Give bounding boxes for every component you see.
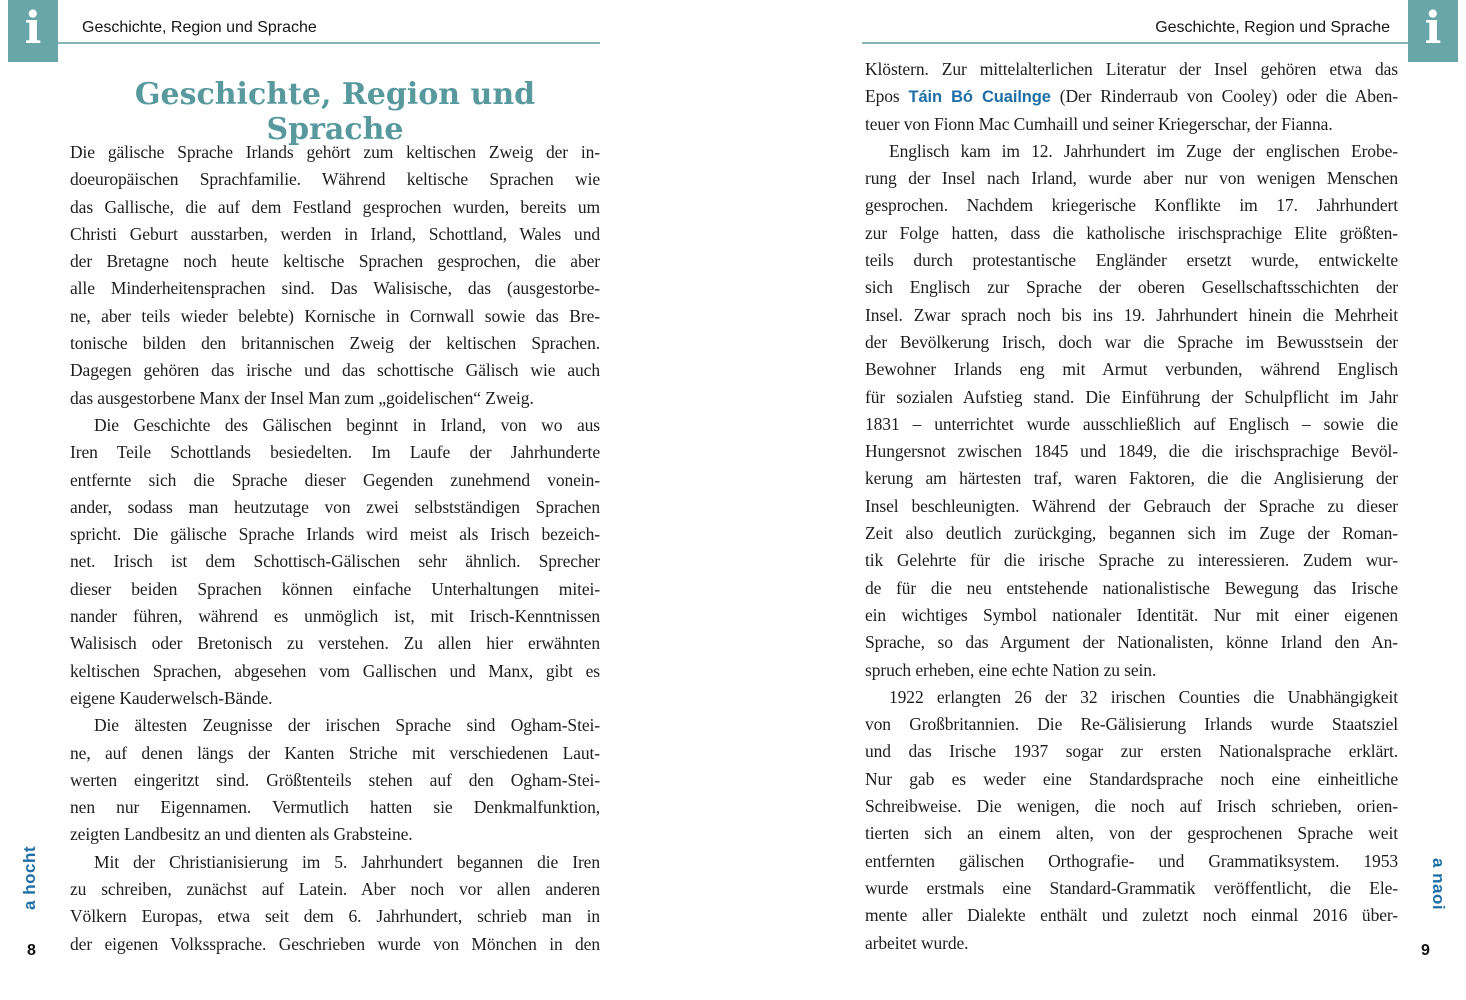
running-header-left: Geschichte, Region und Sprache bbox=[82, 19, 317, 36]
body-line: der Bevölkerung Irisch, doch war die Sprache im Bewusstsein der bbox=[865, 331, 1398, 352]
body-line: das Gallische, die auf dem Festland gesprochen wurden, bereits um bbox=[70, 196, 600, 217]
body-text-left bbox=[70, 139, 600, 958]
body-line: eigene Kauderwelsch-Bände. bbox=[70, 687, 273, 708]
body-line: und das Irische 1937 sogar zur ersten Nationalsprache erklärt. bbox=[865, 741, 1398, 762]
body-line: Völkern Europas, etwa seit dem 6. Jahrhundert, schrieb man in bbox=[70, 906, 600, 927]
body-line: ne, auf denen längs der Kanten Striche mit verschiedenen Laut- bbox=[70, 742, 600, 763]
body-line: Englisch kam im 12. Jahrhundert im Zuge der englischen Erobe- bbox=[889, 140, 1398, 161]
body-line: zu schreiben, zunächst auf Latein. Aber noch vor allen anderen bbox=[70, 879, 600, 900]
body-line: Dagegen gehören das irische und das schottische Gälisch wie auch bbox=[70, 360, 600, 381]
info-tab-icon: i bbox=[8, 0, 58, 62]
body-line: 1831 – unterrichtet wurde ausschließlich auf Englisch – sowie die bbox=[865, 413, 1398, 434]
body-line: Die ältesten Zeugnisse der irischen Sprache sind Ogham-Stei- bbox=[94, 715, 600, 736]
body-line: 1922 erlangten 26 der 32 irischen Counties die Unabhängigkeit bbox=[889, 686, 1398, 707]
body-text-right bbox=[865, 56, 1398, 957]
body-line: teils durch protestantische Engländer ersetzt wurde, entwickelte bbox=[865, 250, 1398, 271]
body-line: der Bretagne noch heute keltische Sprachen gesprochen, die aber bbox=[70, 251, 600, 272]
side-label-left: a hocht bbox=[20, 846, 39, 910]
body-line: de für die neu entstehende nationalistische Bewegung das Irische bbox=[865, 577, 1398, 598]
body-line: entfernte sich die Sprache dieser Gegenden zunehmend vonein- bbox=[70, 469, 600, 490]
body-line: Sprache, so das Argument der Nationalisten, könne Irland den An- bbox=[865, 632, 1398, 653]
body-line: Nur gab es weder eine Standardsprache noch eine einheitliche bbox=[865, 768, 1398, 789]
body-line: Schreibweise. Die wenigen, die noch auf Irisch schrieben, orien- bbox=[865, 796, 1398, 817]
body-line: dieser beiden Sprachen können einfache Unterhaltungen mitei- bbox=[70, 578, 600, 599]
body-line: für sozialen Aufstieg stand. Die Einführung der Schulpflicht im Jahr bbox=[865, 386, 1398, 407]
body-line: Bewohner Irlands eng mit Armut verbunden, während Englisch bbox=[865, 359, 1398, 380]
body-line: Zeit also deutlich zurückging, begannen sich im Zuge der Roman- bbox=[865, 523, 1398, 544]
body-line: Die gälische Sprache Irlands gehört zum keltischen Zweig der in- bbox=[70, 142, 600, 162]
body-line: entfernten gälischen Orthografie- und Grammatiksystem. 1953 bbox=[865, 850, 1398, 871]
running-header-right: Geschichte, Region und Sprache bbox=[1155, 19, 1390, 36]
page-number-left: 8 bbox=[27, 942, 36, 959]
body-line: zur Folge hatten, dass die katholische irischsprachige Elite größten- bbox=[865, 222, 1398, 243]
body-line: ne, aber teils wieder belebte) Kornische in Cornwall sowie das Bre- bbox=[70, 305, 600, 326]
header-rule-left bbox=[58, 42, 600, 44]
body-line: nander führen, während es unmöglich ist, mit Irisch-Kenntnissen bbox=[70, 606, 600, 627]
side-label-right: a naoi bbox=[1429, 858, 1448, 911]
body-line: mente aller Dialekte enthält und zuletzt noch einmal 2016 über- bbox=[865, 905, 1398, 926]
text-segment: (Der Rinderraub von Cooley) oder die Aben- bbox=[1050, 86, 1399, 107]
body-line: spricht. Die gälische Sprache Irlands wird meist als Irisch bezeich- bbox=[70, 524, 600, 545]
body-line: arbeitet wurde. bbox=[865, 932, 969, 953]
body-line: doeuropäischen Sprachfamilie. Während keltische Sprachen wie bbox=[70, 169, 600, 190]
body-line: gesprochen. Nachdem kriegerische Konflikte im 17. Jahrhundert bbox=[865, 195, 1398, 216]
body-line: spruch erheben, eine echte Nation zu sein. bbox=[865, 659, 1157, 680]
body-line: teuer von Fionn Mac Cumhaill und seiner Kriegerschar, der Fianna. bbox=[865, 113, 1333, 134]
info-tab-icon: i bbox=[1408, 0, 1458, 62]
body-line: keltischen Sprachen, abgesehen vom Gallischen und Manx, gibt es bbox=[70, 660, 600, 681]
body-line: Die Geschichte des Gälischen beginnt in Irland, von wo aus bbox=[94, 414, 600, 435]
body-line: sich Englisch zur Sprache der oberen Gesellschaftsschichten der bbox=[865, 277, 1398, 298]
body-line: Mit der Christianisierung im 5. Jahrhundert begannen die Iren bbox=[94, 851, 600, 872]
body-line: nen nur Eigennamen. Vermutlich hatten sie Denkmalfunktion, bbox=[70, 797, 600, 818]
body-line: zeigten Landbesitz an und dienten als Grabsteine. bbox=[70, 824, 413, 845]
body-line: Christi Geburt ausstarben, werden in Irland, Schottland, Wales und bbox=[70, 223, 600, 244]
body-line: Walisisch oder Bretonisch zu verstehen. Zu allen hier erwähnten bbox=[70, 633, 600, 654]
body-line: tonische bilden den britannischen Zweig der keltischen Sprachen. bbox=[70, 333, 600, 354]
text-segment: Epos bbox=[865, 86, 909, 107]
body-line: Insel. Zwar sprach noch bis ins 19. Jahrhundert hinein die Mehrheit bbox=[865, 304, 1398, 325]
highlighted-term: Táin Bó Cuailnge bbox=[908, 88, 1051, 107]
page-number-right: 9 bbox=[1421, 942, 1430, 959]
body-line: Hungersnot zwischen 1845 und 1849, die die irischsprachige Bevöl- bbox=[865, 441, 1398, 462]
body-line: ander, sodass man heutzutage von zwei selbstständigen Sprachen bbox=[70, 496, 600, 517]
body-line: der eigenen Volkssprache. Geschrieben wurde von Mönchen in den bbox=[70, 933, 600, 954]
body-line: rung der Insel nach Irland, wurde aber nur von wenigen Menschen bbox=[865, 168, 1398, 189]
body-line: alle Minderheitensprachen sind. Das Walisische, das (ausgestorbe- bbox=[70, 278, 600, 299]
body-line: wurde erstmals eine Standard-Grammatik veröffentlicht, die Ele- bbox=[865, 877, 1398, 898]
body-line: tierten sich an einem alten, von der gesprochenen Sprache weit bbox=[865, 823, 1398, 844]
body-line: Insel beschleunigten. Während der Gebrauch der Sprache zu dieser bbox=[865, 495, 1398, 516]
body-line: von Großbritannien. Die Re-Gälisierung Irlands wurde Staatsziel bbox=[865, 714, 1398, 735]
body-line: Iren Teile Schottlands besiedelten. Im Laufe der Jahrhunderte bbox=[70, 442, 600, 463]
body-line: werten eingeritzt sind. Größtenteils stehen auf den Ogham-Stei- bbox=[70, 769, 600, 790]
body-line: das ausgestorbene Manx der Insel Man zum „goidelischen“ Zweig. bbox=[70, 387, 534, 408]
body-line: kerung am härtesten traf, waren Faktoren, die die Anglisierung der bbox=[865, 468, 1398, 489]
body-line: net. Irisch ist dem Schottisch-Gälischen sehr ähnlich. Sprecher bbox=[70, 551, 600, 572]
body-line: ein wichtiges Symbol nationaler Identität. Nur mit einer eigenen bbox=[865, 604, 1398, 625]
body-line: tik Gelehrte für die irische Sprache zu interessieren. Zudem wur- bbox=[865, 550, 1398, 571]
header-rule-right bbox=[862, 42, 1408, 44]
body-line bbox=[865, 83, 1398, 110]
body-line: Klöstern. Zur mittelalterlichen Literatur der Insel gehören etwa das bbox=[865, 59, 1398, 79]
page-title: Geschichte, Region und Sprache bbox=[134, 77, 536, 147]
